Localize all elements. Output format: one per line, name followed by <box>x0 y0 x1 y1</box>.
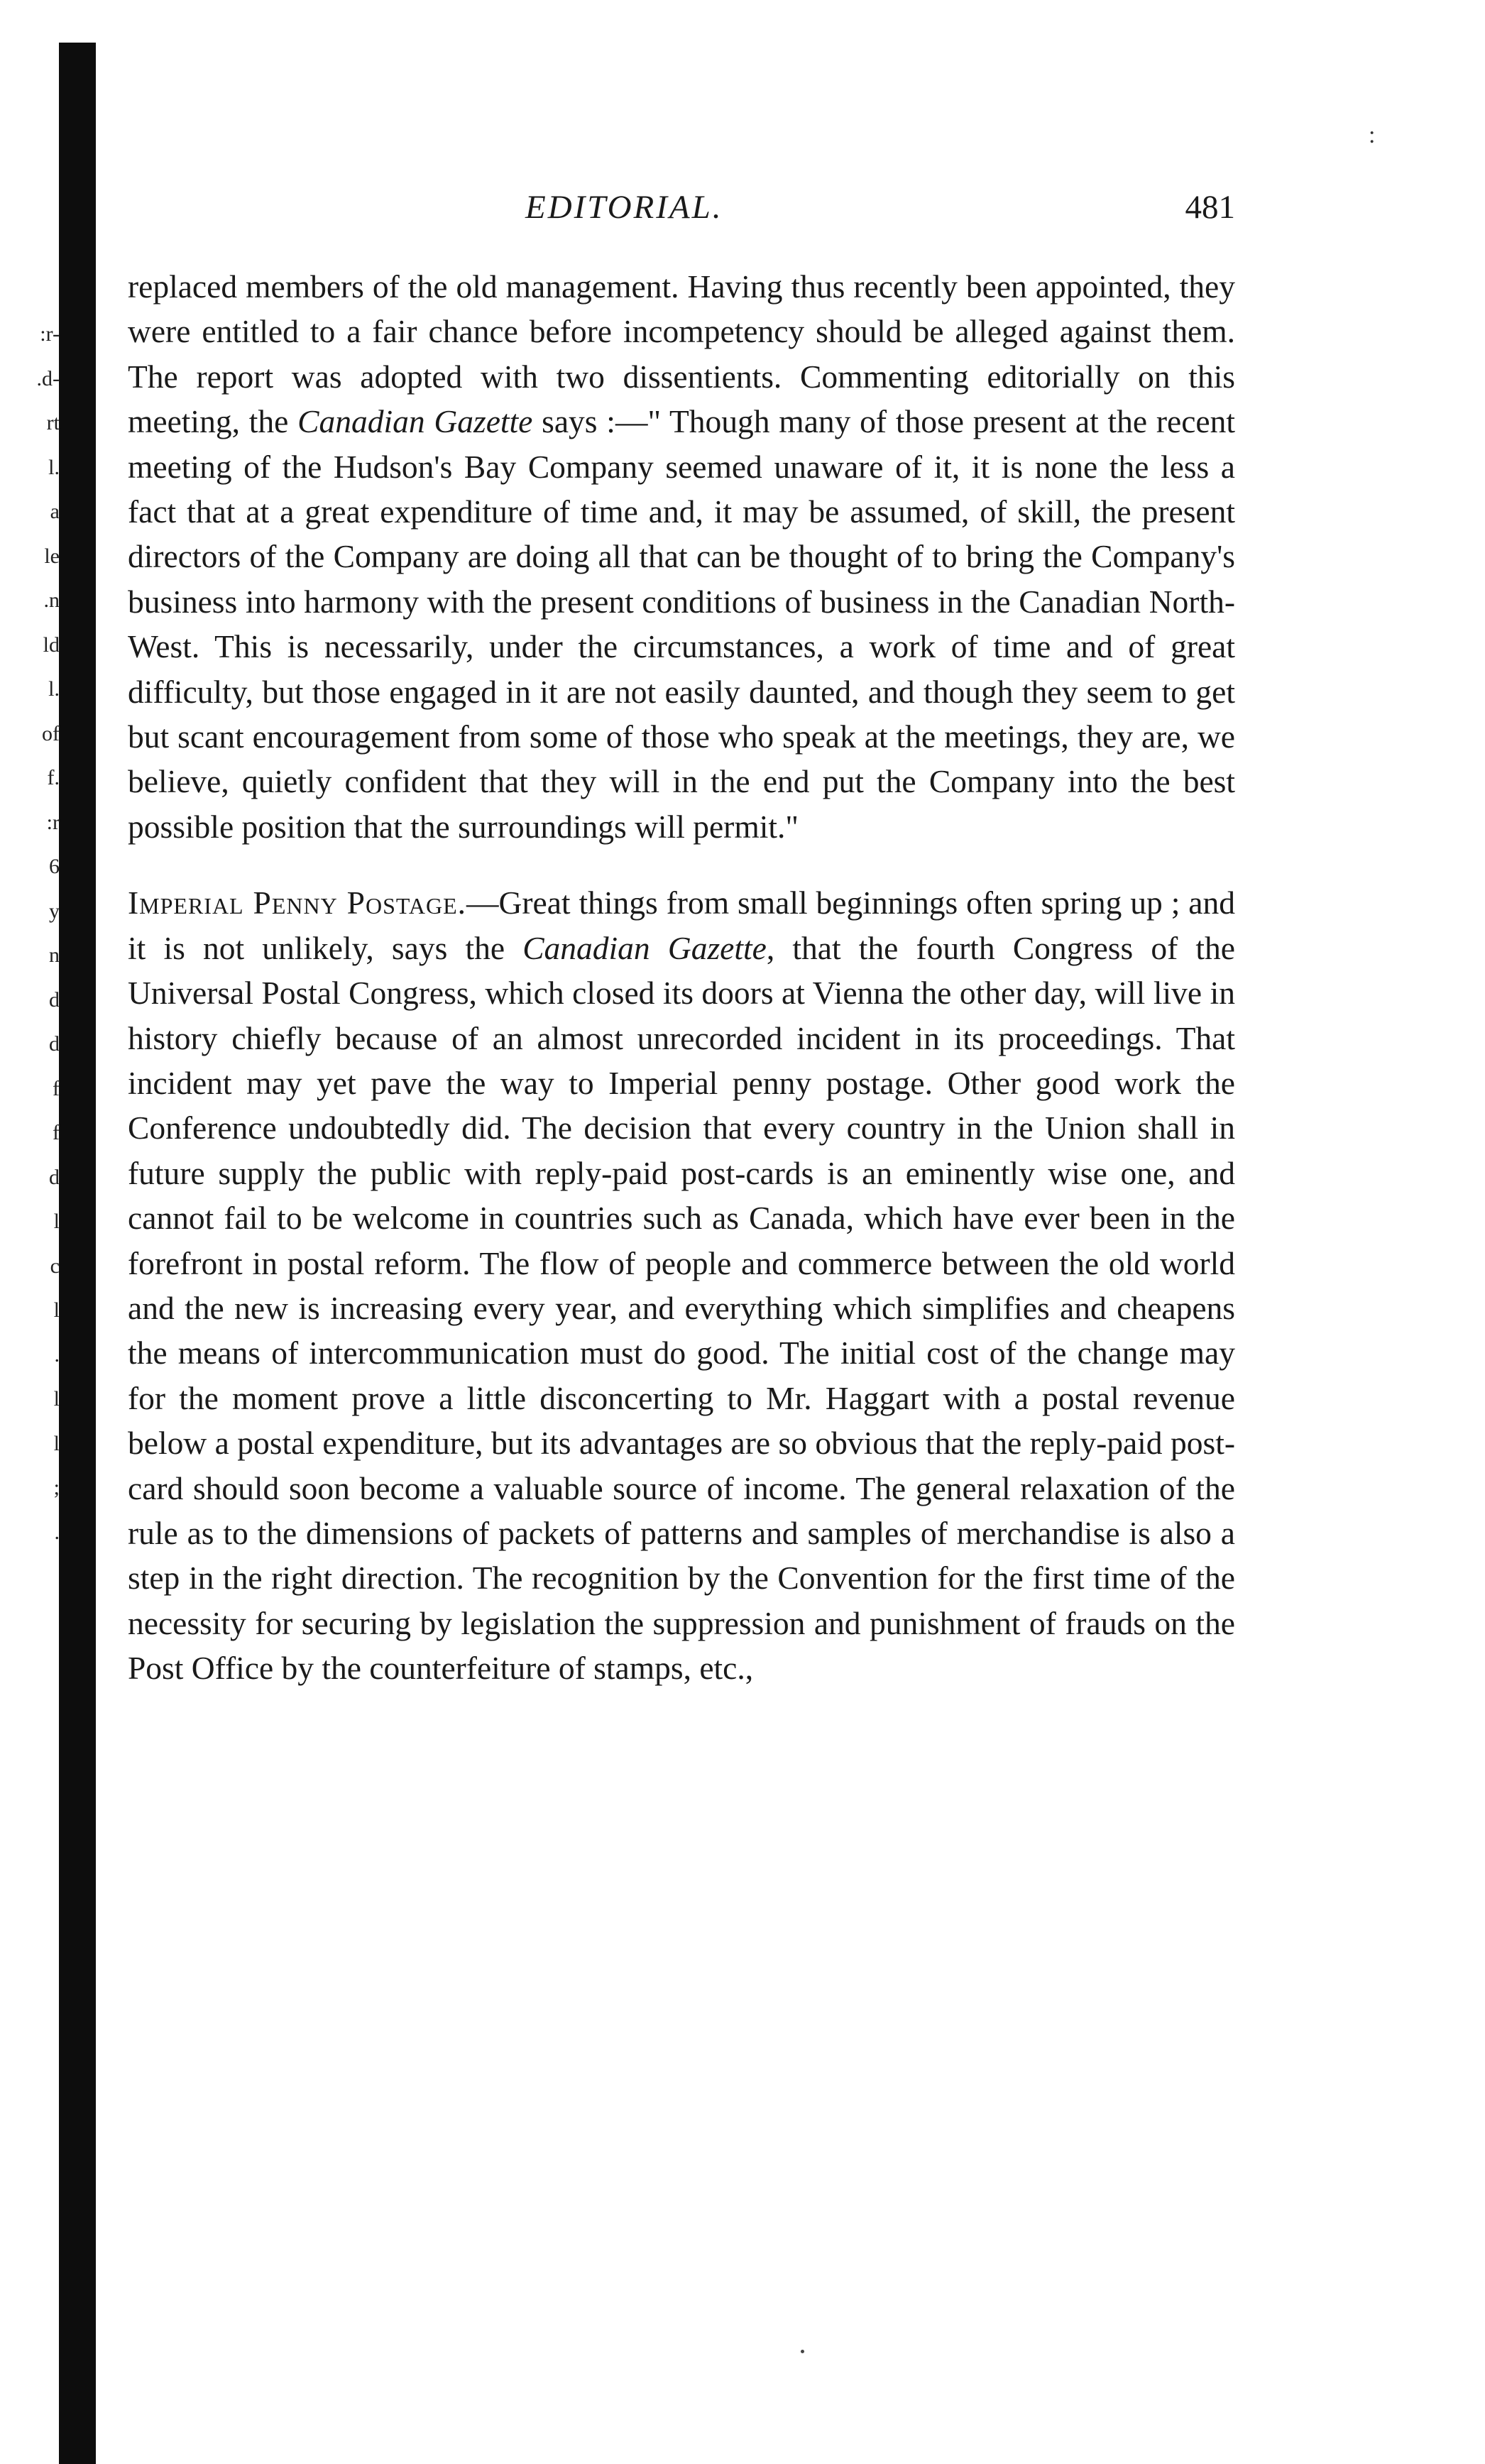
fragment-text: d <box>49 1165 60 1189</box>
body-text <box>128 264 1235 1691</box>
paragraph-text: , that the fourth Congress of the Universal Postal Congress, which closed its doors at Vienna the other day, will live in history chiefly because of an almost unrecorded incident in its proceedings. That incident may yet pave the way to Imperial penny postage. Other good work the Conference undoubtedly did. The decision that every country in the Union shall in future supply the public with reply-paid post-cards is an eminently wise one, and cannot fail to be welcome in countries such as Canada, which have ever been in the forefront in postal reform. The flow of people and commerce between the old world and the new is increasing every year, and everything which simplifies and cheapens the means of intercommunication must do good. The initial cost of the change may for the moment prove a little disconcerting to Mr. Haggart with a postal revenue below a postal expenditure, but its advantages are so obvious that the reply-paid post-card should soon become a valuable source of income. The general relaxation of the rule as to the dimensions of packets of patterns and samples of merchandise is also a step in the right direction. The recognition by the Convention for the first time of the necessity for securing by legislation the suppression and punishment of frauds on the Post Office by the counterfeiture of stamps, etc., <box>128 929 1235 1687</box>
fragment-text: l <box>53 1210 60 1233</box>
fragment-text: rt <box>46 411 60 434</box>
fragment-text: y <box>49 899 60 923</box>
fragment-text: d <box>49 1032 60 1056</box>
fragment-text: ld <box>43 633 60 657</box>
fragment-text: f <box>53 1076 60 1100</box>
paragraph-hudsons-bay <box>128 264 1235 849</box>
page-number: 481 <box>1185 189 1235 226</box>
publication-title: Canadian Gazette <box>522 929 767 966</box>
fragment-text: l <box>53 1298 60 1322</box>
fragment-text: l <box>53 1387 60 1411</box>
fragment-text: f. <box>47 766 60 789</box>
fragment-text: .d- <box>36 366 60 390</box>
section-heading: Imperial Penny Postage. <box>128 885 466 921</box>
fragment-text: :r <box>46 810 60 834</box>
paragraph-text: —Great things from small beginnings often spring up ; and it is not unlikely, says the <box>128 885 1235 966</box>
fragment-text: d <box>49 987 60 1012</box>
margin-mark: : <box>1369 122 1376 148</box>
fragment-text: le <box>44 544 60 568</box>
fragment-text: 6 <box>49 855 60 878</box>
fragment-text: of <box>42 721 60 745</box>
facing-page-fragments <box>10 312 60 1555</box>
fragment-text: n <box>49 943 60 967</box>
paragraph-imperial-penny-postage <box>128 880 1235 1690</box>
fragment-text: :r- <box>40 322 60 346</box>
paragraph-text: replaced members of the old management. Having thus recently been appointed, they were entitled to a fair chance before incompetency should be alleged against them. The report was adopted with two dissentients. Commenting editorially on this meeting, the <box>128 268 1235 440</box>
fragment-text: f <box>53 1121 60 1144</box>
fragment-text: ; <box>53 1476 60 1499</box>
paragraph-text: says :—" Though many of those present at the recent meeting of the Hudson's Bay Company seemed unaware of it, it is none the less a fact that at a great expenditure of time and, it may be assumed, of skill, the present directors of the Company are doing all that can be thought of to bring the Company's business into harmony with the present conditions of business in the Canadian North-West. This is necessarily, under the circumstances, a work of time and of great difficulty, but those engaged in it are not easily daunted, and though they seem to get but scant encouragement from some of those who speak at the meetings, they are, we believe, quietly confident that they will in the end put the Company into the best possible position that the surroundings will permit." <box>128 403 1235 845</box>
fragment-text: l. <box>48 677 60 701</box>
fragment-text: .n <box>43 588 60 612</box>
stray-mark <box>801 2350 804 2353</box>
fragment-text: c <box>50 1254 60 1278</box>
fragment-text: l. <box>48 455 60 479</box>
binding-shadow <box>59 43 96 2464</box>
fragment-text: . <box>54 1342 60 1367</box>
page-header <box>128 188 1235 238</box>
fragment-text: l <box>53 1431 60 1455</box>
fragment-text: . <box>54 1520 60 1544</box>
running-head: EDITORIAL. <box>525 189 723 226</box>
fragment-text: a <box>50 500 60 523</box>
publication-title: Canadian Gazette <box>297 403 533 440</box>
